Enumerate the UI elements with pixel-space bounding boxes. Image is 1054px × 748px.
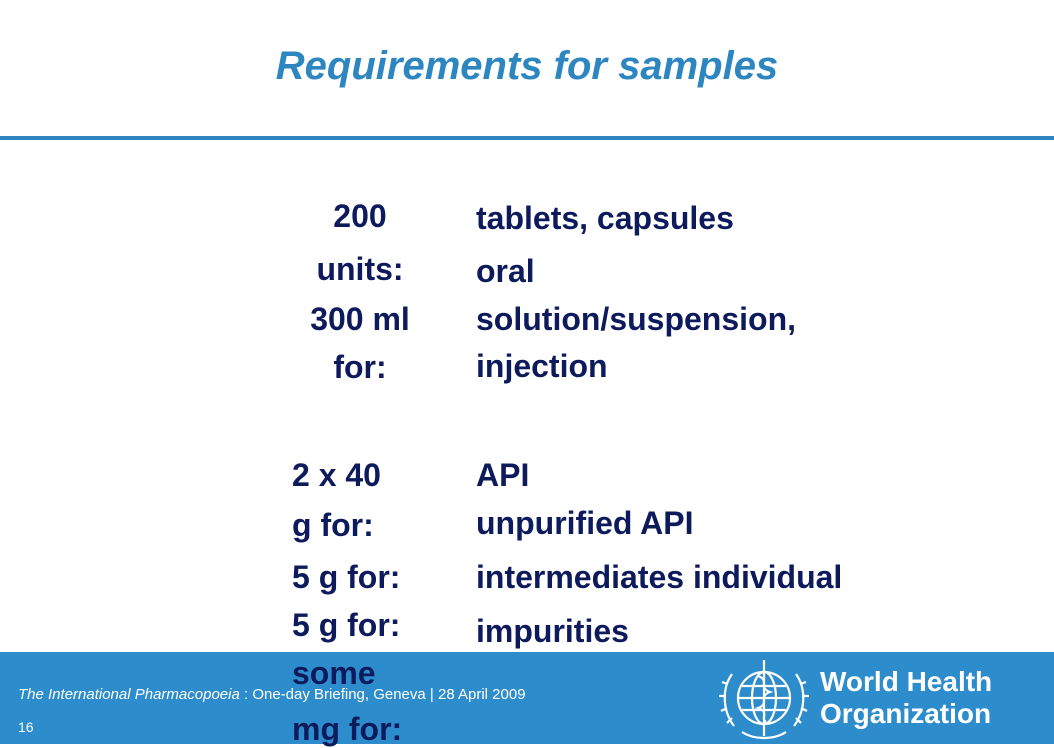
footer-caption — [18, 686, 526, 704]
org-name-line2: Organization — [820, 698, 992, 729]
footer-event: : One-day Briefing, Geneva | 28 April 2009 — [239, 686, 526, 703]
left-item-6: g for: — [292, 507, 374, 543]
org-name-line1: World Health — [820, 666, 993, 697]
footer-publication: The International Pharmacopoeia — [18, 686, 240, 703]
left-item-5: 2 x 40 — [292, 457, 381, 493]
footer-page-number: 16 — [18, 719, 34, 735]
right-item-7: intermediates individual — [476, 559, 843, 595]
left-item-8: 5 g for: — [292, 607, 401, 643]
left-item-3: 300 ml — [310, 301, 410, 337]
left-item-7: 5 g for: — [292, 559, 401, 595]
left-item-1: 200 — [333, 198, 387, 234]
slide-title: Requirements for samples — [275, 44, 779, 88]
who-emblem-icon — [714, 654, 814, 742]
right-item-2: oral — [476, 253, 535, 289]
title-rule — [0, 136, 1054, 140]
right-item-5: API — [476, 457, 530, 493]
right-item-8: impurities — [476, 613, 629, 649]
right-item-6: unpurified API — [476, 505, 694, 541]
right-item-4: injection — [476, 348, 608, 384]
left-item-9: some — [292, 655, 376, 691]
right-item-1: tablets, capsules — [476, 200, 734, 236]
left-item-4: for: — [333, 349, 387, 385]
left-item-2: units: — [316, 251, 404, 287]
right-item-3: solution/suspension, — [476, 301, 797, 337]
left-item-10: mg for: — [292, 711, 403, 747]
